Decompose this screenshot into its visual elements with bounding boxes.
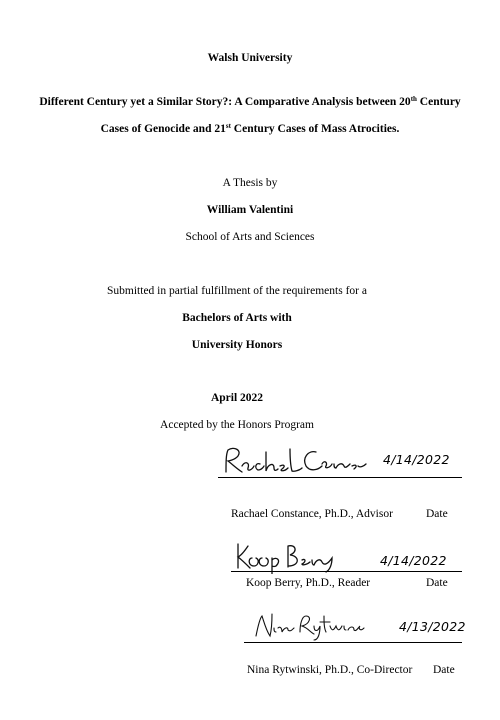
signature-line-2 — [231, 571, 462, 572]
signed-date-3: 4/13/2022 — [399, 619, 466, 634]
school-name: School of Arts and Sciences — [185, 231, 315, 243]
signature-line-3 — [244, 642, 462, 643]
date-label-1: Date — [426, 508, 448, 520]
signer-name-3: Nina Rytwinski, Ph.D., Co-Director — [247, 664, 413, 676]
title-line-1: Different Century yet a Similar Story?: A Comparative Analysis between 20th Century — [39, 95, 461, 108]
signed-date-1: 4/14/2022 — [383, 452, 450, 467]
university-name: Walsh University — [207, 52, 293, 64]
thesis-intro: A Thesis by — [222, 177, 278, 189]
degree-line-2: University Honors — [191, 339, 283, 351]
signature-rachel-constance — [220, 444, 370, 478]
signature-line-1 — [218, 477, 462, 478]
degree-line-1: Bachelors of Arts with — [182, 312, 292, 324]
submission-statement: Submitted in partial fulfillment of the requirements for a — [107, 285, 367, 297]
date-label-2: Date — [426, 577, 448, 589]
acceptance-statement: Accepted by the Honors Program — [160, 419, 314, 431]
author-name: William Valentini — [206, 204, 294, 216]
submission-date: April 2022 — [210, 392, 264, 404]
signature-nina-rytwinski — [252, 610, 367, 642]
signer-name-1: Rachael Constance, Ph.D., Advisor — [231, 508, 393, 520]
title-line-2: Cases of Genocide and 21st Century Cases of Mass Atrocities. — [100, 122, 400, 135]
signer-name-2: Koop Berry, Ph.D., Reader — [246, 577, 371, 589]
signed-date-2: 4/14/2022 — [380, 553, 447, 568]
date-label-3: Date — [433, 664, 455, 676]
signature-koop-berry — [232, 540, 342, 574]
